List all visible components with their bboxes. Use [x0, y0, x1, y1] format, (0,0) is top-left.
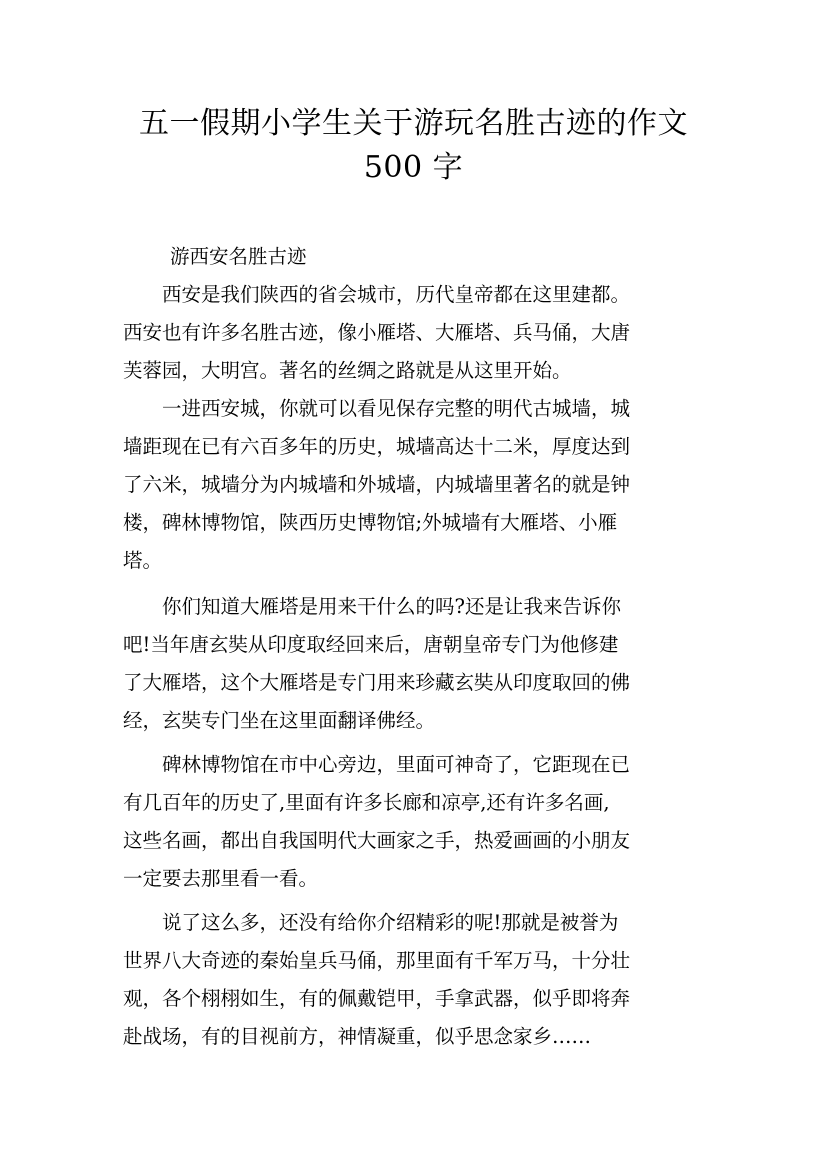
- text-line: 世界八大奇迹的秦始皇兵马俑，那里面有千军万马，十分壮: [123, 949, 631, 972]
- text-line: 楼，碑林博物馆，陕西历史博物馆;外城墙有大雁塔、小雁: [123, 511, 618, 534]
- text-line: 一定要去那里看一看。: [123, 867, 319, 890]
- document-title-line-1: 五一假期小学生关于游玩名胜古迹的作文: [139, 106, 688, 141]
- text-line: 塔。: [123, 549, 163, 572]
- text-line: 吧!当年唐玄奘从印度取经回来后，唐朝皇帝专门为他修建: [123, 633, 619, 656]
- text-line: 你们知道大雁塔是用来干什么的吗?还是让我来告诉你: [123, 595, 621, 618]
- text-line: 一进西安城，你就可以看见保存完整的明代古城墙，城: [123, 397, 631, 420]
- text-line: 碑林博物馆在市中心旁边，里面可神奇了，它距现在已: [123, 753, 631, 776]
- text-line: 西安是我们陕西的省会城市，历代皇帝都在这里建都。: [123, 283, 631, 306]
- text-line: 了六米，城墙分为内城墙和外城墙，内城墙里著名的就是钟: [123, 473, 631, 496]
- text-line: 有几百年的历史了,里面有许多长廊和凉亭,还有许多名画,: [123, 791, 610, 814]
- text-line: 说了这么多，还没有给你介绍精彩的呢!那就是被誉为: [123, 911, 619, 934]
- text-line: 赴战场，有的目视前方，神情凝重，似乎思念家乡……: [123, 1025, 592, 1048]
- text-line: 了大雁塔，这个大雁塔是专门用来珍藏玄奘从印度取回的佛: [123, 671, 631, 694]
- text-line: 芙蓉园，大明宫。著名的丝绸之路就是从这里开始。: [123, 359, 572, 382]
- text-line: 这些名画，都出自我国明代大画家之手，热爱画画的小朋友: [123, 829, 631, 852]
- text-line: 观，各个栩栩如生，有的佩戴铠甲，手拿武器，似乎即将奔: [123, 987, 631, 1010]
- document-title-line-2: 500 字: [363, 150, 464, 185]
- text-line: 墙距现在已有六百多年的历史，城墙高达十二米，厚度达到: [123, 435, 631, 458]
- text-line: 西安也有许多名胜古迹，像小雁塔、大雁塔、兵马俑，大唐: [123, 321, 631, 344]
- text-line: 经，玄奘专门坐在这里面翻译佛经。: [123, 709, 436, 732]
- section-subtitle: 游西安名胜古迹: [170, 245, 307, 268]
